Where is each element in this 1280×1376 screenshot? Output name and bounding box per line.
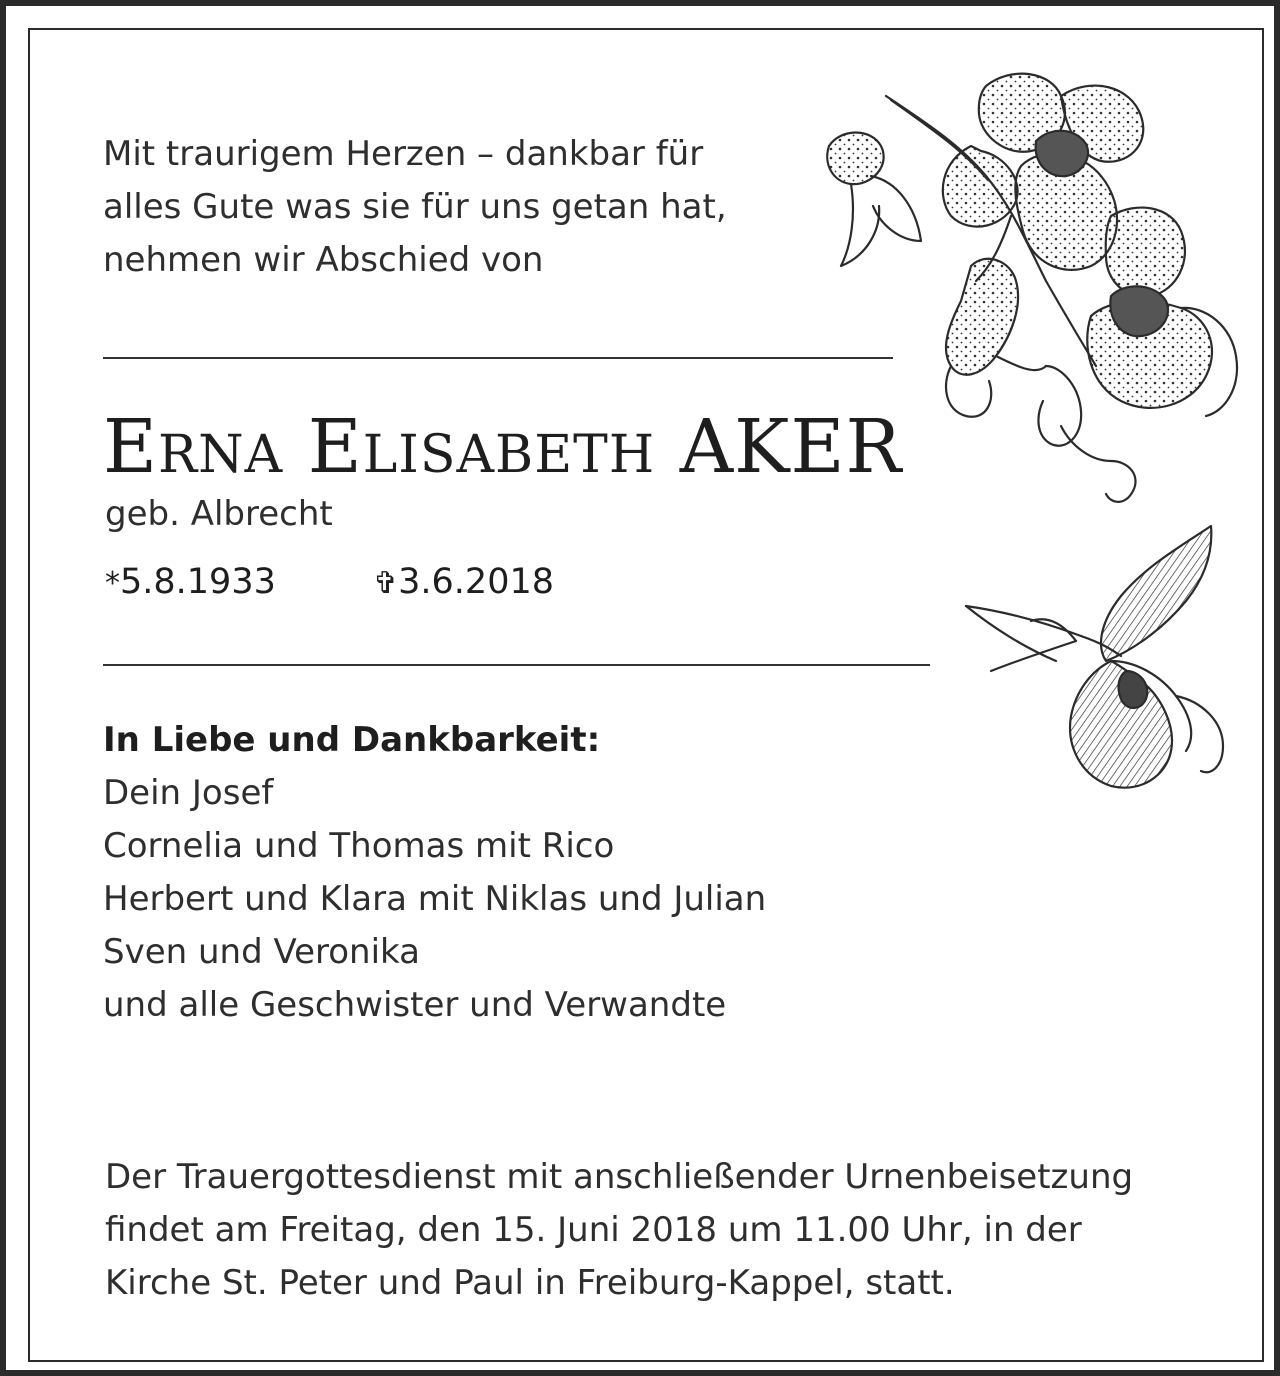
service-line: findet am Freitag, den 15. Juni 2018 um 11.00 Uhr, in der <box>105 1210 1082 1250</box>
intro-text <box>103 128 727 287</box>
cross-icon: ✞ <box>373 566 399 601</box>
birth-asterisk-icon: * <box>105 566 120 601</box>
family-member: Cornelia und Thomas mit Rico <box>103 826 615 866</box>
family-member: Dein Josef <box>103 773 274 813</box>
family-member: und alle Geschwister und Verwandte <box>103 985 727 1025</box>
service-info <box>105 1151 1133 1310</box>
family-member: Sven und Veronika <box>103 932 420 972</box>
death-date-group <box>373 558 554 608</box>
ladyslipper-orchid-icon <box>961 521 1231 796</box>
service-line: Der Trauergottesdienst mit anschließender Urnenbeisetzung <box>105 1157 1134 1197</box>
birth-date: 5.8.1933 <box>120 562 276 602</box>
service-line: Kirche St. Peter und Paul in Freiburg-Kappel, statt. <box>105 1263 955 1303</box>
intro-line: alles Gute was sie für uns getan hat, <box>103 187 727 227</box>
family-section <box>103 714 766 1032</box>
intro-line: Mit traurigem Herzen – dankbar für <box>103 134 704 174</box>
deceased-name: Erna Elisabeth AKER <box>103 404 903 490</box>
birth-date-group <box>105 562 276 602</box>
life-dates <box>105 558 554 608</box>
divider-top <box>103 357 893 359</box>
family-member: Herbert und Klara mit Niklas und Julian <box>103 879 767 919</box>
orchid-branch-icon <box>811 66 1251 511</box>
divider-bottom <box>103 664 930 666</box>
death-date: 3.6.2018 <box>398 562 554 602</box>
birth-name: geb. Albrecht <box>105 494 333 534</box>
family-heading: In Liebe und Dankbarkeit: <box>103 720 601 760</box>
intro-line: nehmen wir Abschied von <box>103 240 544 280</box>
